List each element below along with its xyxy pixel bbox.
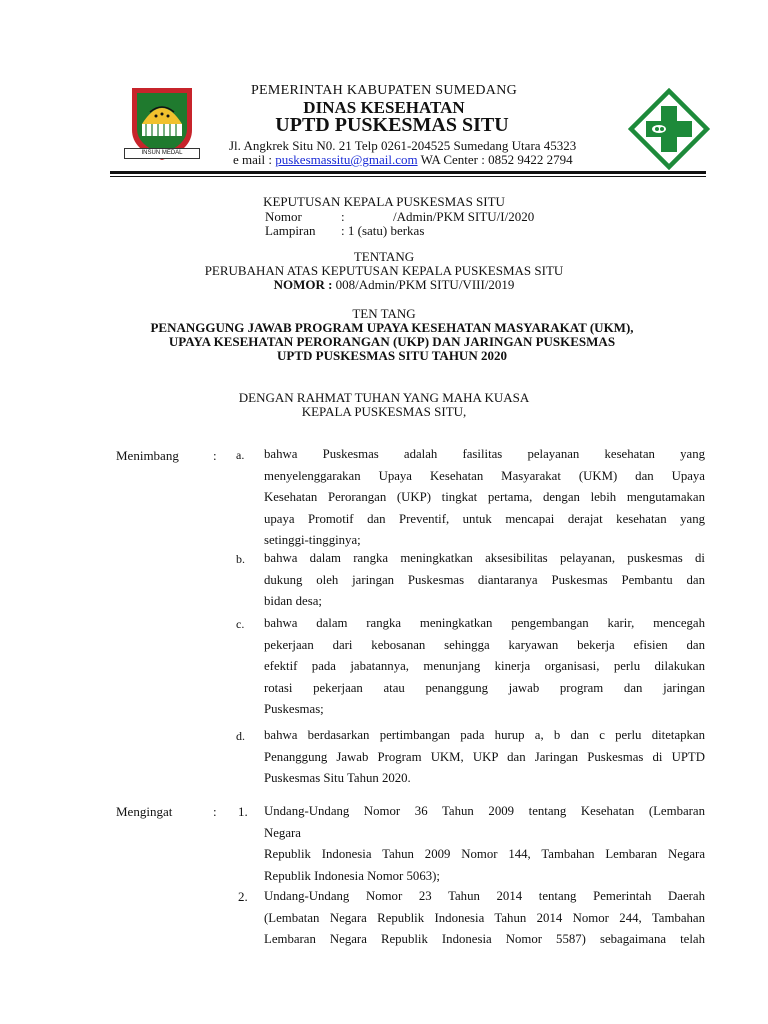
office-name: DINAS KESEHATAN <box>303 98 465 117</box>
item-marker: c. <box>236 617 245 631</box>
text-line: Lembaran Negara Republik Indonesia Nomor 5587) sebagaimana telah <box>264 932 705 947</box>
menimbang-colon: : <box>213 448 217 463</box>
text-line: Undang-Undang Nomor 23 Tahun 2014 tentang Pemerintah Daerah <box>264 889 705 903</box>
text-line: pekerjaan dari kebosanan sehingga karyawan bekerja efisien dan <box>264 637 705 652</box>
mengingat-item-1 <box>264 801 705 887</box>
text-line: (Lembatan Negara Republik Indonesia Tahun 2014 Nomor 244, Tambahan <box>264 910 705 925</box>
text-line: Puskesmas; <box>264 702 324 717</box>
item-marker: a. <box>236 448 245 462</box>
head-heading: KEPALA PUSKESMAS SITU, <box>301 404 467 419</box>
item-marker: b. <box>236 552 245 566</box>
text-line: Negara <box>264 825 301 840</box>
text-line: bidan desa; <box>264 594 322 609</box>
email-prefix: e mail : <box>233 152 276 167</box>
mengingat-colon: : <box>213 804 217 819</box>
text-line: dukung oleh jaringan Puskesmas diantaranya Puskesmas Pembantu dan <box>264 572 705 587</box>
office-address: Jl. Angkrek Situ N0. 21 Telp 0261-204525 Sumedang Utara 45323 <box>229 138 577 153</box>
text-line: efektif pada jabatannya, menunjang kinerja organisasi, perlu dilakukan <box>264 659 705 674</box>
about-heading-2: TEN TANG <box>352 306 416 321</box>
text-line: Puskesmas Situ Tahun 2020. <box>264 771 411 786</box>
grace-heading: DENGAN RAHMAT TUHAN YANG MAHA KUASA <box>238 390 530 405</box>
text-line: Penanggung Jawab Program UKM, UKP dan Jaringan Puskesmas di UPTD <box>264 749 705 764</box>
nomor-value: /Admin/PKM SITU/I/2020 <box>393 209 535 224</box>
text-line: menyelenggarakan Upaya Kesehatan Masyarakat (UKM) dan Upaya <box>264 468 705 483</box>
government-name: PEMERINTAH KABUPATEN SUMEDANG <box>250 83 518 98</box>
text-line: bahwa berdasarkan pertimbangan pada hurup a, b dan c perlu ditetapkan <box>264 728 705 742</box>
menimbang-item-b <box>264 548 705 613</box>
text-line: bahwa dalam rangka meningkatkan pengembangan karir, mencegah <box>264 616 705 630</box>
item-marker: d. <box>236 729 245 743</box>
about-heading-1: TENTANG <box>353 249 415 264</box>
previous-decision-number <box>0 277 768 293</box>
item-marker: 1. <box>238 804 248 819</box>
lampiran-value: : 1 (satu) berkas <box>341 223 425 238</box>
text-line: bahwa Puskesmas adalah fasilitas pelayanan kesehatan yang <box>264 447 705 461</box>
mengingat-item-2 <box>264 886 705 951</box>
subject-line: UPAYA KESEHATAN PERORANGAN (UKP) DAN JARINGAN PUSKESMAS <box>168 334 616 349</box>
email-link[interactable]: puskesmassitu@gmail.com <box>275 152 418 167</box>
text-line: bahwa dalam rangka meningkatkan aksesibilitas pelayanan, puskesmas di <box>264 551 705 565</box>
text-line: Republik Indonesia Tahun 2009 Nomor 144, Tambahan Lembaran Negara <box>264 847 705 862</box>
letterhead-rule-thick <box>110 171 706 174</box>
wa-center: WA Center : 0852 9422 2794 <box>417 152 573 167</box>
text-line: rotasi pekerjaan atau penanggung jawab program dan jaringan <box>264 680 705 695</box>
nomor-colon: : <box>341 209 345 224</box>
nomor2-value: 008/Admin/PKM SITU/VIII/2019 <box>335 277 515 292</box>
seal-motto-ribbon: INSUN MEDAL <box>124 148 200 159</box>
nomor2-label: NOMOR : <box>273 277 333 292</box>
change-heading: PERUBAHAN ATAS KEPUTUSAN KEPALA PUSKESMAS SITU <box>204 263 564 278</box>
unit-name: UPTD PUSKESMAS SITU <box>275 114 509 136</box>
menimbang-item-a <box>264 444 705 552</box>
item-marker: 2. <box>238 889 248 904</box>
menimbang-label: Menimbang <box>116 448 179 463</box>
menimbang-item-d <box>264 725 705 790</box>
text-line: Republik Indonesia Nomor 5063); <box>264 868 440 883</box>
nomor-label: Nomor <box>265 209 302 224</box>
decision-title: KEPUTUSAN KEPALA PUSKESMAS SITU <box>263 194 505 209</box>
contact-line <box>233 152 573 168</box>
mengingat-label: Mengingat <box>116 804 173 819</box>
subject-line: UPTD PUSKESMAS SITU TAHUN 2020 <box>277 348 507 363</box>
letterhead-rule-thin <box>110 176 706 177</box>
text-line: Undang-Undang Nomor 36 Tahun 2009 tentang Kesehatan (Lembaran <box>264 804 705 818</box>
lampiran-label: Lampiran <box>265 223 316 238</box>
subject-line: PENANGGUNG JAWAB PROGRAM UPAYA KESEHATAN MASYARAKAT (UKM), <box>150 320 634 335</box>
text-line: setinggi-tingginya; <box>264 533 361 548</box>
text-line: Kesehatan Perorangan (UKP) tingkat pertama, dengan lebih mengutamakan <box>264 490 705 505</box>
menimbang-item-c <box>264 613 705 721</box>
text-line: upaya Promotif dan Preventif, untuk mencapai derajat kesehatan yang <box>264 511 705 526</box>
